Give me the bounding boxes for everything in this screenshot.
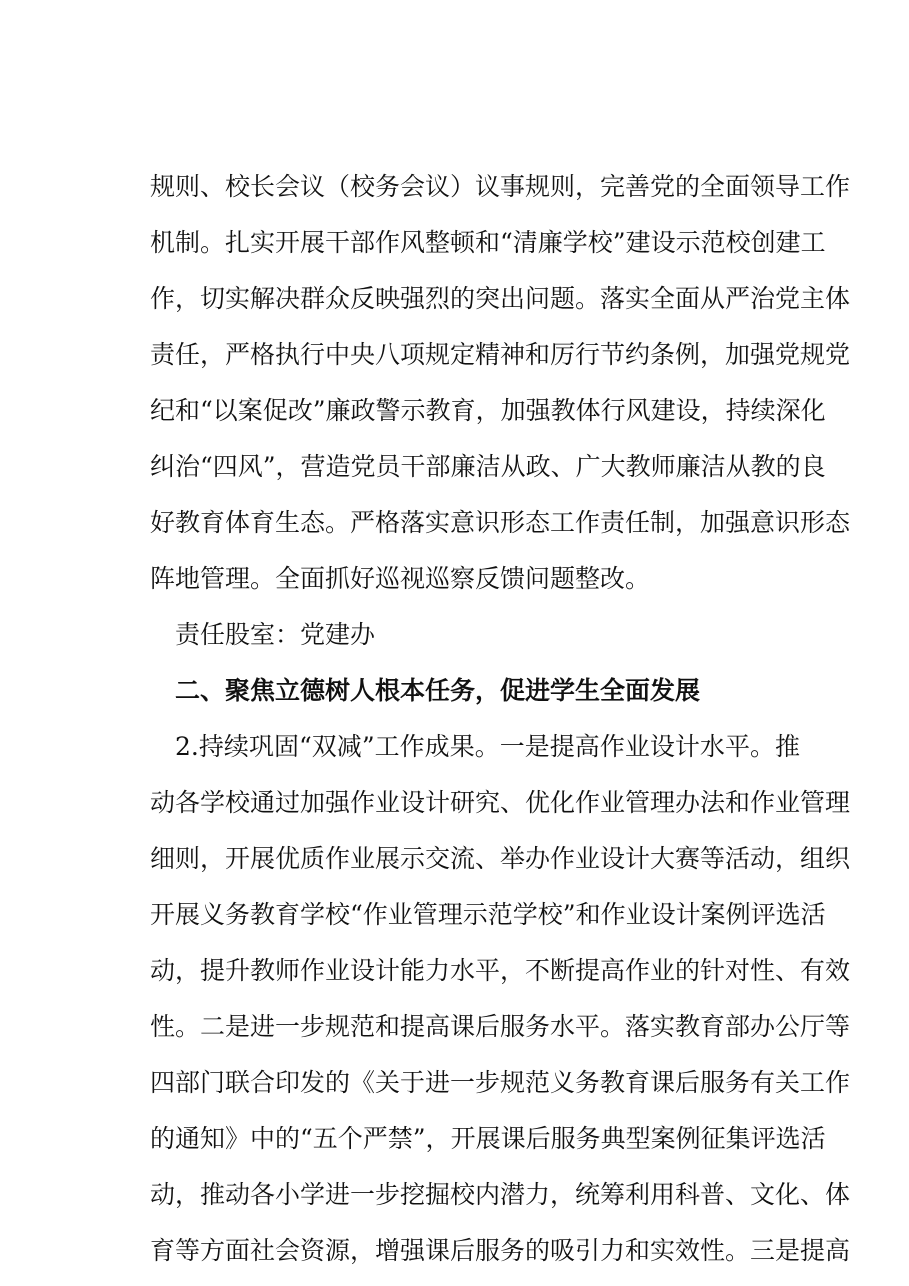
paragraph1-line-5: 纪和“以案促改”廉政警示教育，加强教体行风建设，持续深化 (150, 396, 826, 425)
paragraph1-line-3: 作，切实解决群众反映强烈的突出问题。落实全面从严治党主体 (150, 284, 851, 313)
responsibility-office: 责任股室：党建办 (175, 620, 376, 649)
paragraph2-line-10: 育等方面社会资源，增强课后服务的吸引力和实效性。三是提高 (150, 1236, 851, 1265)
paragraph2-line-2: 动各学校通过加强作业设计研究、优化作业管理办法和作业管理 (150, 788, 851, 817)
paragraph2-line-5: 动，提升教师作业设计能力水平，不断提高作业的针对性、有效 (150, 956, 851, 985)
paragraph1-line-4: 责任，严格执行中央八项规定精神和厉行节约条例，加强党规党 (150, 340, 851, 369)
paragraph2-line-6: 性。二是进一步规范和提高课后服务水平。落实教育部办公厅等 (150, 1012, 851, 1041)
paragraph1-line-6: 纠治“四风”，营造党员干部廉洁从政、广大教师廉洁从教的良 (150, 452, 826, 481)
paragraph2-line-3: 细则，开展优质作业展示交流、举办作业设计大赛等活动，组织 (150, 844, 851, 873)
paragraph2-line-1: 2.持续巩固“双减”工作成果。一是提高作业设计水平。推 (175, 732, 800, 761)
section-heading: 二、聚焦立德树人根本任务，促进学生全面发展 (175, 676, 701, 705)
paragraph1-line-7: 好教育体育生态。严格落实意识形态工作责任制，加强意识形态 (150, 508, 851, 537)
paragraph1-line-1: 规则、校长会议（校务会议）议事规则，完善党的全面领导工作 (150, 172, 851, 201)
paragraph2-line-4: 开展义务教育学校“作业管理示范学校”和作业设计案例评选活 (150, 900, 826, 929)
paragraph2-line-9: 动，推动各小学进一步挖掘校内潜力，统筹利用科普、文化、体 (150, 1180, 851, 1209)
paragraph1-line-8: 阵地管理。全面抓好巡视巡察反馈问题整改。 (150, 564, 651, 593)
paragraph2-line-7: 四部门联合印发的《关于进一步规范义务教育课后服务有关工作 (150, 1068, 851, 1097)
paragraph1-line-2: 机制。扎实开展干部作风整顿和“清廉学校”建设示范校创建工 (150, 228, 826, 257)
paragraph2-line-8: 的通知》中的“五个严禁”，开展课后服务典型案例征集评选活 (150, 1124, 826, 1153)
